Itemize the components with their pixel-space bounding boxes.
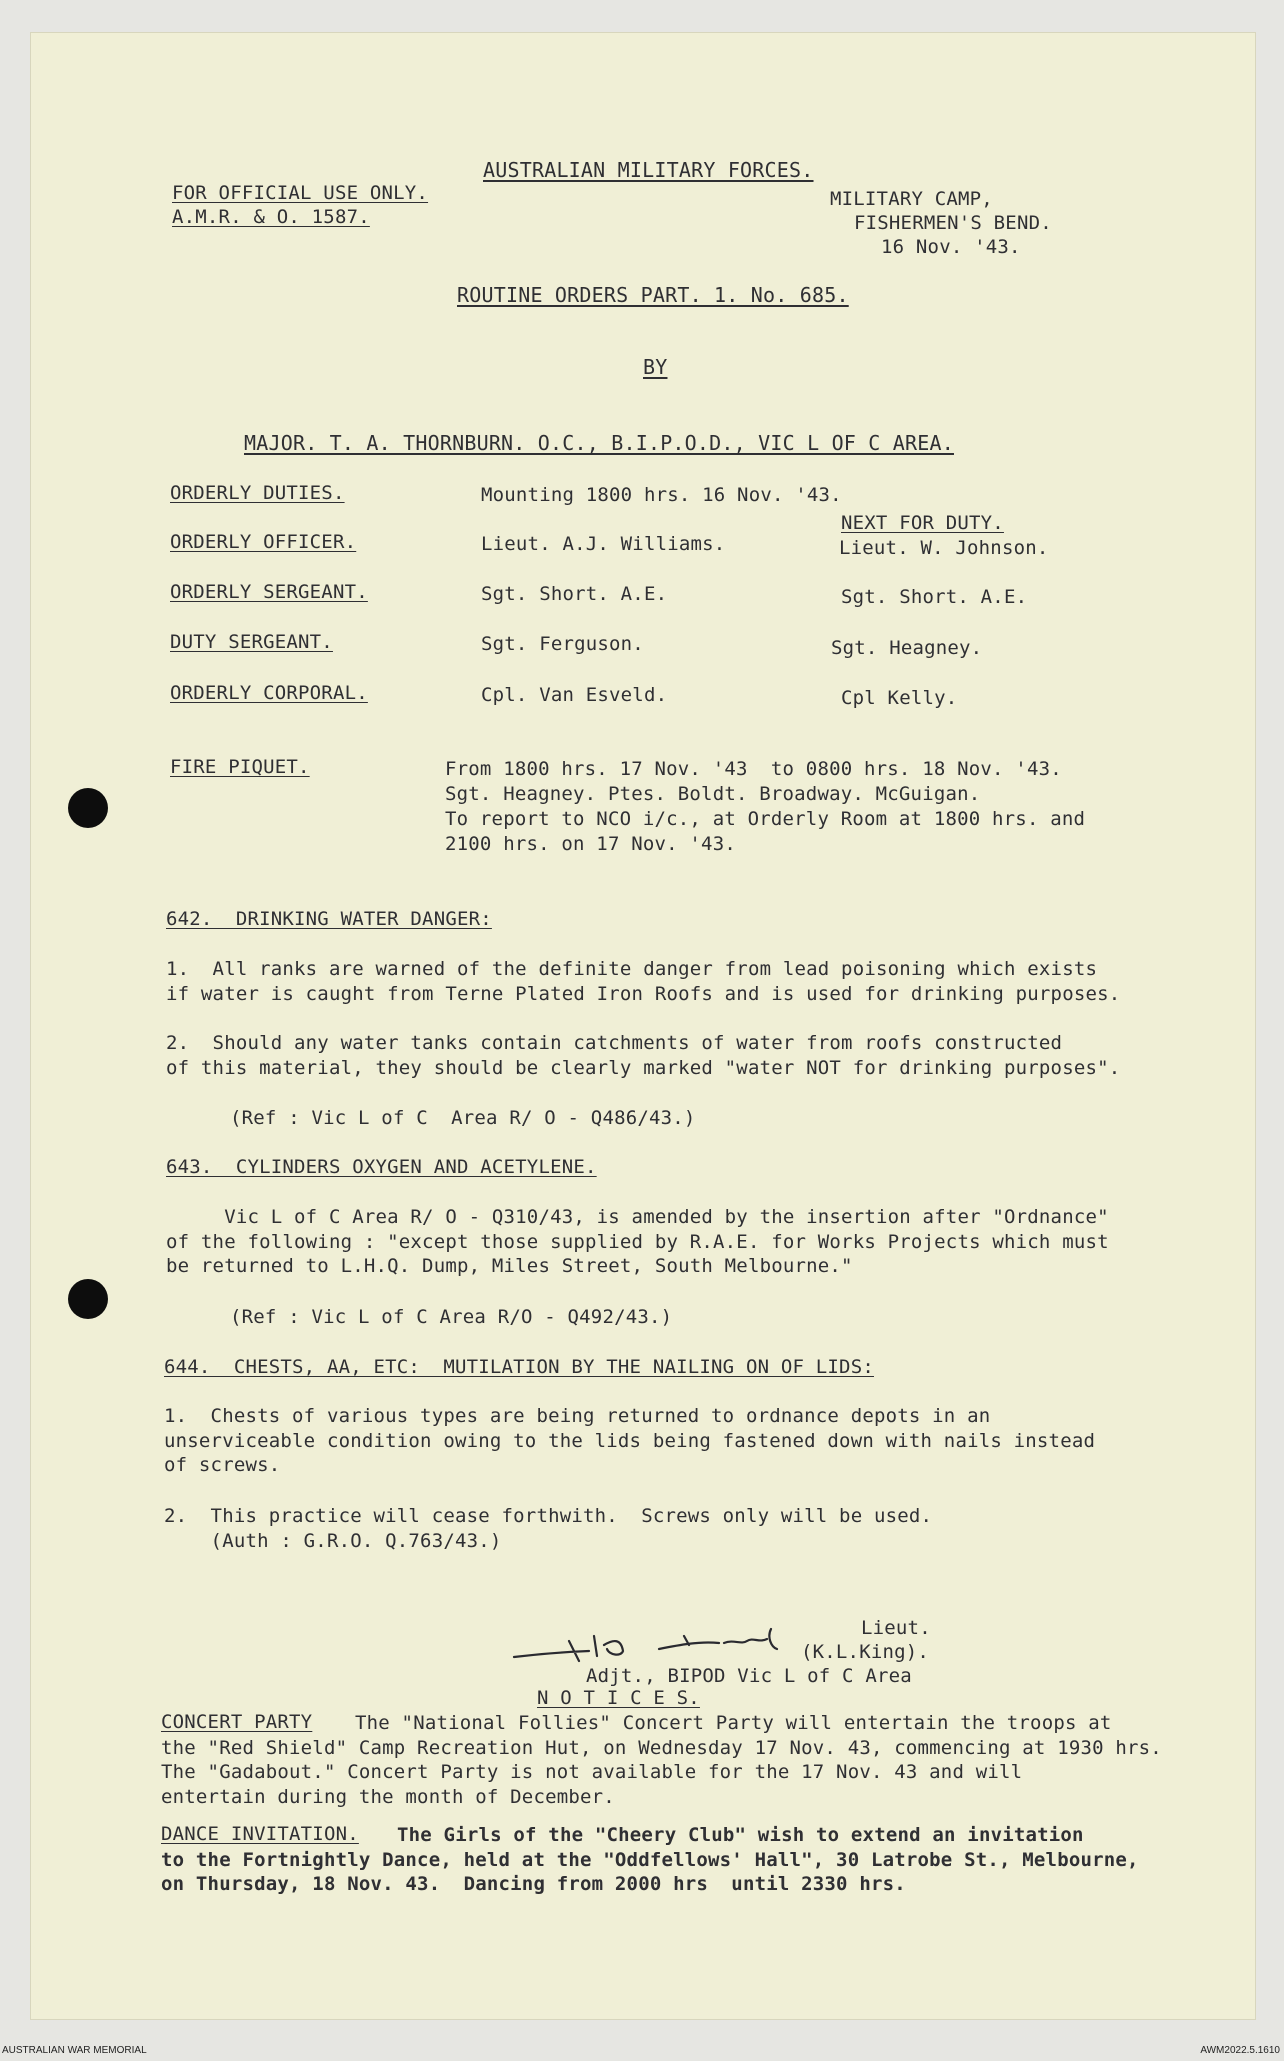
duty-current: Sgt. Short. A.E. — [481, 583, 668, 605]
item-643-para: Vic L of C Area R/ O - Q310/43, is amended by the insertion after "Ordnance" of the following : "except those supplied by R.A.E. for Works Projects which must be returned to L.H.Q. Dump, Miles Street, South Melbourne." — [166, 1206, 1109, 1277]
header-date: 16 Nov. '43. — [881, 236, 1021, 258]
dance-invitation-text: The Girls of the "Cheery Club" wish to extend an invitation to the Fortnightly Dance, held at the "Oddfellows' Hall", 30 Latrobe St., Melbourne, on Thursday, 18 Nov. 43. Dancing from 2000 hrs until 2330 hrs. — [161, 1824, 1139, 1895]
duty-current: Lieut. A.J. Williams. — [481, 533, 726, 555]
duty-label: ORDERLY DUTIES. — [170, 482, 345, 504]
item-643-reference: (Ref : Vic L of C Area R/O - Q492/43.) — [230, 1306, 673, 1328]
signature-rank: Lieut. — [861, 1617, 931, 1639]
signature-name: (K.L.King). — [801, 1641, 930, 1663]
signature-title: Adjt., BIPOD Vic L of C Area — [586, 1665, 912, 1687]
fire-piquet-line: To report to NCO i/c., at Orderly Room at 1800 hrs. and — [445, 808, 1086, 830]
item-642-para-1: 1. All ranks are warned of the definite danger from lead poisoning which exists if water is caught from Terne Plated Iron Roofs and is used for drinking purposes. — [166, 958, 1121, 1005]
footer-left: AUSTRALIAN WAR MEMORIAL — [2, 2045, 147, 2056]
by-line: BY — [643, 355, 668, 379]
punch-hole-bottom — [68, 1279, 108, 1319]
notices-heading: N O T I C E S. — [537, 1687, 700, 1709]
concert-party-label: CONCERT PARTY — [161, 1711, 313, 1733]
orders-title: ROUTINE ORDERS PART. 1. No. 685. — [457, 283, 849, 307]
duty-label: ORDERLY OFFICER. — [170, 531, 357, 553]
duty-label: ORDERLY SERGEANT. — [170, 581, 368, 603]
duty-next: Sgt. Heagney. — [831, 637, 983, 659]
duty-current: Cpl. Van Esveld. — [481, 684, 668, 706]
location-line2: FISHERMEN'S BEND. — [854, 212, 1052, 234]
fire-piquet-line: 2100 hrs. on 17 Nov. '43. — [445, 833, 736, 855]
duty-label: DUTY SERGEANT. — [170, 631, 333, 653]
duty-next: Sgt. Short. A.E. — [841, 586, 1028, 608]
duty-next: Cpl Kelly. — [841, 687, 958, 709]
official-use-line: FOR OFFICIAL USE ONLY. — [172, 182, 429, 204]
duty-next: Lieut. W. Johnson. — [839, 537, 1049, 559]
header-title: AUSTRALIAN MILITARY FORCES. — [483, 158, 814, 182]
next-for-duty-label: NEXT FOR DUTY. — [841, 512, 1004, 534]
item-644-para-1: 1. Chests of various types are being returned to ordnance depots in an unserviceable condition owing to the lids being fastened down with nails instead of screws. — [164, 1405, 1096, 1476]
footer-right: AWM2022.5.1610 — [1200, 2045, 1280, 2056]
punch-hole-top — [68, 788, 108, 828]
amro-number: A.M.R. & O. 1587. — [172, 206, 370, 228]
item-644-heading: 644. CHESTS, AA, ETC: MUTILATION BY THE NAILING ON OF LIDS: — [164, 1356, 874, 1378]
duty-current: Mounting 1800 hrs. 16 Nov. '43. — [481, 484, 842, 506]
dance-invitation-label: DANCE INVITATION. — [161, 1823, 359, 1845]
commander-line: MAJOR. T. A. THORNBURN. O.C., B.I.P.O.D., VIC L OF C AREA. — [244, 431, 954, 455]
item-643-heading: 643. CYLINDERS OXYGEN AND ACETYLENE. — [166, 1156, 597, 1178]
concert-party-text: The "National Follies" Concert Party will entertain the troops at the "Red Shield" Camp Recreation Hut, on Wednesday 17 Nov. 43, commencing at 1930 hrs. The "Gadabout." Concert Party is not available for the 17 Nov. 43 and will entertain during the month of December. — [161, 1712, 1162, 1808]
item-644-para-2: 2. This practice will cease forthwith. Screws only will be used. (Auth : G.R.O. Q.763/43.) — [164, 1505, 933, 1552]
item-642-reference: (Ref : Vic L of C Area R/ O - Q486/43.) — [230, 1107, 696, 1129]
item-642-heading: 642. DRINKING WATER DANGER: — [166, 908, 492, 930]
item-642-para-2: 2. Should any water tanks contain catchments of water from roofs constructed of this material, they should be clearly marked "water NOT for drinking purposes". — [166, 1032, 1121, 1079]
fire-piquet-line: Sgt. Heagney. Ptes. Boldt. Broadway. McGuigan. — [445, 783, 981, 805]
fire-piquet-label: FIRE PIQUET. — [170, 756, 310, 778]
location-line1: MILITARY CAMP, — [830, 188, 993, 210]
document-page — [31, 33, 1255, 2019]
duty-label: ORDERLY CORPORAL. — [170, 682, 368, 704]
duty-current: Sgt. Ferguson. — [481, 633, 644, 655]
fire-piquet-line: From 1800 hrs. 17 Nov. '43 to 0800 hrs. 18 Nov. '43. — [445, 758, 1062, 780]
